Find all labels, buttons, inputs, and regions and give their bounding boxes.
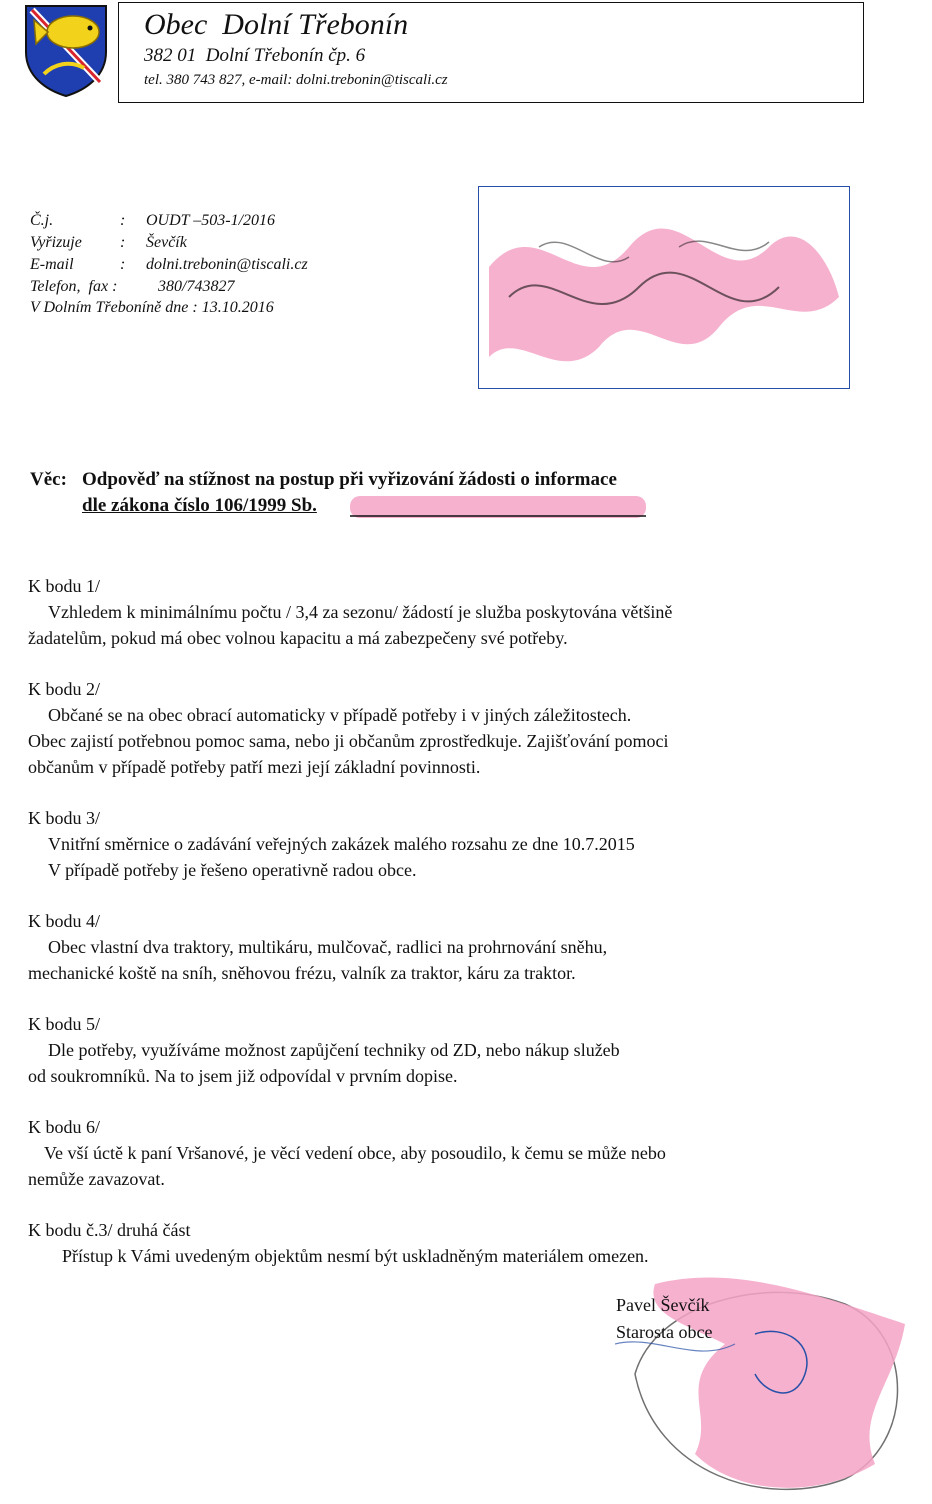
- section-3-line-2: V případě potřeby je řešeno operativně radou obce.: [48, 860, 417, 880]
- section-heading-4: K bodu 4/: [28, 911, 100, 931]
- section-1-line-1: Vzhledem k minimálnímu počtu / 3,4 za sezonu/ žádostí je služba poskytována většině: [48, 602, 673, 622]
- section-5-line-1: Dle potřeby, využíváme možnost zapůjčení techniky od ZD, nebo nákup služeb: [48, 1040, 620, 1060]
- section-4-line-2: mechanické koště na sníh, sněhovou frézu, valník za traktor, káru za traktor.: [28, 963, 576, 983]
- recipient-address-box: [478, 186, 850, 389]
- section-2-line-3: občanům v případě potřeby patří mezi její základní povinnosti.: [28, 757, 481, 777]
- section-heading-6: K bodu 6/: [28, 1117, 100, 1137]
- section-heading-2: K bodu 2/: [28, 679, 100, 699]
- ref-value-cj: OUDT –503-1/2016: [146, 212, 276, 229]
- section-3-line-1: Vnitřní směrnice o zadávání veřejných zakázek malého rozsahu ze dne 10.7.2015: [48, 834, 635, 854]
- subject-line-2: dle zákona číslo 106/1999 Sb.: [82, 495, 317, 516]
- section-heading-5: K bodu 5/: [28, 1014, 100, 1034]
- municipality-name: Obec Dolní Třebonín: [144, 8, 409, 41]
- section-4-line-1: Obec vlastní dva traktory, multikáru, mulčovač, radlici na prohrnování sněhu,: [48, 937, 608, 957]
- ref-label-cj: Č.j.: [30, 212, 54, 229]
- coat-of-arms-icon: [18, 2, 114, 98]
- redaction-mark: [479, 187, 849, 387]
- ref-value-email: dolni.trebonin@tiscali.cz: [146, 256, 308, 273]
- ref-date-line: V Dolním Třeboníně dne : 13.10.2016: [30, 299, 274, 316]
- signatory-role: Starosta obce: [616, 1322, 713, 1342]
- section-6-line-2: nemůže zavazovat.: [28, 1169, 165, 1189]
- section-6-line-1: Ve vší úctě k paní Vršanové, je věcí vedení obce, aby posoudilo, k čemu se může nebo: [44, 1143, 666, 1163]
- ref-colon: :: [120, 212, 126, 229]
- ref-label-telefon: Telefon, fax :: [30, 278, 118, 295]
- subject-label: Věc:: [30, 469, 67, 490]
- ref-colon: :: [120, 256, 126, 273]
- section-5-line-2: od soukromníků. Na to jsem již odpovídal v prvním dopise.: [28, 1066, 458, 1086]
- section-1-line-2: žadatelům, pokud má obec volnou kapacitu a má zabezpečeny své potřeby.: [28, 628, 568, 648]
- section-heading-7: K bodu č.3/ druhá část: [28, 1220, 191, 1240]
- section-2-line-1: Občané se na obec obrací automaticky v případě potřeby i v jiných záležitostech.: [48, 705, 632, 725]
- section-heading-3: K bodu 3/: [28, 808, 100, 828]
- ref-value-vyrizuje: Ševčík: [146, 234, 187, 251]
- ref-colon: :: [120, 234, 126, 251]
- ref-label-email: E-mail: [30, 256, 74, 273]
- signatory-name: Pavel Ševčík: [616, 1295, 710, 1315]
- municipality-address: 382 01 Dolní Třebonín čp. 6: [144, 45, 366, 66]
- ref-value-telefon: 380/743827: [158, 278, 235, 295]
- section-heading-1: K bodu 1/: [28, 576, 100, 596]
- subject-line-1: Odpověď na stížnost na postup při vyřizování žádosti o informace: [82, 469, 617, 490]
- section-2-line-2: Obec zajistí potřebnou pomoc sama, nebo ji občanům zprostředkuje. Zajišťování pomoci: [28, 731, 669, 751]
- section-7-line-1: Přístup k Vámi uvedeným objektům nesmí být uskladněným materiálem omezen.: [62, 1246, 649, 1266]
- ref-label-vyrizuje: Vyřizuje: [30, 234, 82, 251]
- municipality-contact: tel. 380 743 827, e-mail: dolni.trebonin@tiscali.cz: [144, 72, 448, 88]
- subject-redaction-mark: [350, 494, 646, 520]
